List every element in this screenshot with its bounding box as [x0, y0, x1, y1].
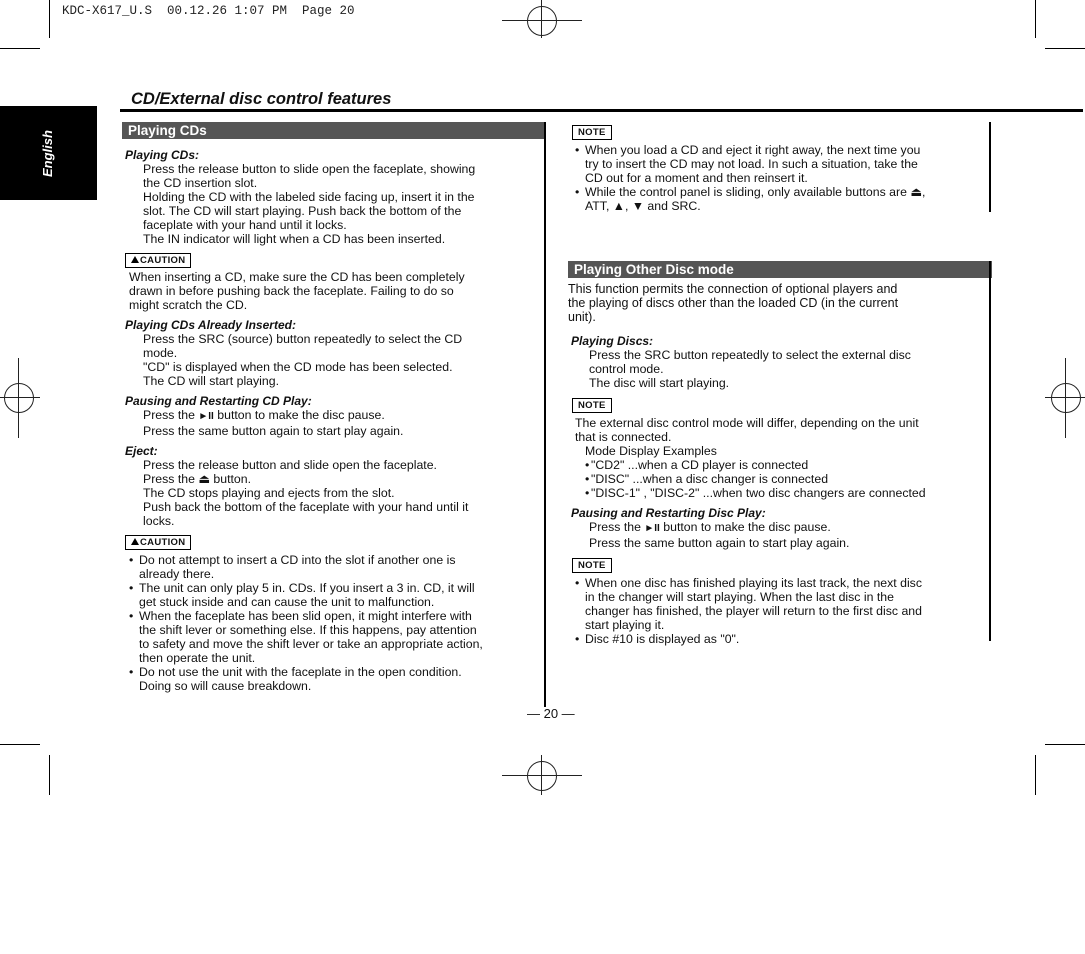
registration-mark: [18, 358, 19, 438]
text-fragment: and SRC.: [643, 199, 701, 213]
text-line: [125, 472, 537, 486]
heading-pausing-disc: Pausing and Restarting Disc Play:: [571, 506, 766, 520]
text-fragment: ATT,: [585, 199, 613, 213]
text-fragment: While the control panel is sliding, only available buttons are: [585, 185, 911, 199]
text-line: locks.: [143, 514, 175, 528]
play-pause-icon: ►II: [198, 411, 214, 422]
text-fragment: then operate the unit.: [139, 651, 256, 665]
text-line: control mode.: [589, 362, 664, 376]
text-line: Press the release button and slide open the faceplate.: [143, 458, 437, 472]
registration-mark: [502, 775, 582, 776]
text-fragment: button.: [210, 472, 252, 486]
text-fragment: When one disc has finished playing its last track, the next disc: [585, 576, 922, 590]
column-divider: [544, 122, 546, 707]
bullet-item: [129, 553, 537, 581]
warning-triangle-icon: [131, 256, 139, 263]
registration-mark: [1065, 358, 1066, 438]
note2-text: [568, 416, 986, 500]
text-line: mode.: [143, 346, 178, 360]
play-pause-icon: ►II: [644, 523, 660, 534]
text-line: [568, 520, 986, 536]
example-item: • "DISC-1" , "DISC-2" ...when two disc changers are connected: [575, 486, 986, 500]
bullet-item: • While the control panel is sliding, only available buttons are ⏏, ATT, ▲, ▼ and SRC.: [575, 185, 977, 213]
intro-line: the playing of discs other than the loaded CD (in the current: [568, 296, 899, 310]
caution-badge: [125, 535, 191, 550]
registration-mark: [527, 6, 557, 36]
caution-label: CAUTION: [140, 537, 186, 548]
registration-mark: [4, 383, 34, 413]
up-arrow-icon: ▲: [612, 199, 625, 213]
caution-badge: [125, 253, 191, 268]
registration-mark: [0, 397, 40, 398]
text-line: Press the same button again to start play again.: [589, 536, 850, 550]
crop-mark: [0, 48, 40, 49]
print-header: KDC-X617_U.S 00.12.26 1:07 PM Page 20: [62, 4, 355, 18]
examples-title: Mode Display Examples: [585, 444, 717, 458]
text-line: Push back the bottom of the faceplate with your hand until it: [143, 500, 469, 514]
note-badge: NOTE: [572, 125, 612, 140]
note1-bullets: [572, 143, 977, 213]
text-fragment: Doing so will cause breakdown.: [139, 679, 312, 693]
right-column-rule: [989, 122, 991, 212]
warning-triangle-icon: [131, 538, 139, 545]
down-arrow-icon: ▼: [631, 199, 644, 213]
text-fragment: The unit can only play 5 in. CDs. If you insert a 3 in. CD, it will: [139, 581, 475, 595]
heading-eject: Eject:: [125, 444, 158, 458]
right-column-rule: [989, 261, 991, 641]
text-line: [125, 408, 537, 424]
text-fragment: CD out for a moment and then reinsert it.: [585, 171, 808, 185]
text-line: Press the release button to slide open the faceplate, showing: [143, 162, 476, 176]
text-fragment: Press the: [589, 520, 645, 534]
bullet-item: [129, 581, 537, 609]
text-line: faceplate with your hand until it locks.: [143, 218, 347, 232]
eject-icon: ⏏: [910, 185, 922, 199]
bullet-item: [575, 143, 977, 185]
caution-text: When inserting a CD, make sure the CD has been completely: [129, 270, 465, 284]
intro-line: unit).: [568, 310, 596, 324]
bullet-item: • Disc #10 is displayed as "0".: [575, 632, 986, 646]
registration-mark: [541, 755, 542, 795]
text-fragment: already there.: [139, 567, 215, 581]
note-badge: NOTE: [572, 398, 612, 413]
page-title: CD/External disc control features: [131, 90, 392, 108]
text-line: The CD will start playing.: [143, 374, 279, 388]
crop-mark: [1045, 744, 1085, 745]
text-line: that is connected.: [575, 430, 672, 444]
text-fragment: in the changer will start playing. When the last disc in the: [585, 590, 894, 604]
section-bar-playing-cds: Playing CDs: [122, 122, 546, 139]
registration-mark: [502, 20, 582, 21]
text-line: Holding the CD with the labeled side facing up, insert it in the: [143, 190, 475, 204]
text-fragment: button to make the disc pause.: [659, 520, 831, 534]
note-badge: NOTE: [572, 558, 612, 573]
text-line: The CD stops playing and ejects from the slot.: [143, 486, 395, 500]
text-line: the CD insertion slot.: [143, 176, 258, 190]
text-fragment: When you load a CD and eject it right away, the next time you: [585, 143, 921, 157]
text-fragment: Do not attempt to insert a CD into the slot if another one is: [139, 553, 456, 567]
heading-playing-discs: Playing Discs:: [571, 334, 654, 348]
text-line: Press the same button again to start play again.: [143, 424, 404, 438]
bullet-item: [129, 665, 537, 693]
text-fragment: the shift lever or something else. If this happens, pay attention: [139, 623, 477, 637]
text-fragment: When the faceplate has been slid open, it might interfere with: [139, 609, 472, 623]
example-item: • "CD2" ...when a CD player is connected: [575, 458, 986, 472]
text-fragment: Press the: [143, 472, 199, 486]
text-line: "CD" is displayed when the CD mode has been selected.: [143, 360, 453, 374]
text-fragment: button to make the disc pause.: [213, 408, 385, 422]
heading-pausing: Pausing and Restarting CD Play:: [125, 394, 312, 408]
caution-label: CAUTION: [140, 255, 186, 266]
text-fragment: Press the: [143, 408, 199, 422]
note3-bullets: [568, 576, 986, 646]
intro-line: This function permits the connection of optional players and: [568, 282, 898, 296]
page-number: — 20 —: [527, 706, 575, 721]
text-fragment: Do not use the unit with the faceplate in the open condition.: [139, 665, 462, 679]
text-line: The external disc control mode will differ, depending on the unit: [575, 416, 919, 430]
crop-mark: [1045, 48, 1085, 49]
example-item: • "DISC" ...when a disc changer is connected: [575, 472, 986, 486]
crop-mark: [49, 0, 50, 38]
language-tab-label: English: [40, 130, 55, 178]
section-bar-other-disc: Playing Other Disc mode: [568, 261, 992, 278]
bullet-item: [575, 576, 986, 632]
caution-text: might scratch the CD.: [129, 298, 248, 312]
registration-mark: [1051, 383, 1081, 413]
text-fragment: try to insert the CD may not load. In such a situation, take the: [585, 157, 918, 171]
eject-icon: ⏏: [198, 472, 210, 486]
bullet-item: [129, 609, 537, 665]
crop-mark: [49, 755, 50, 795]
text-fragment: to safety and move the shift lever or take an appropriate action,: [139, 637, 483, 651]
registration-mark: [527, 761, 557, 791]
other-disc-section: [568, 282, 986, 646]
text-line: slot. The CD will start playing. Push back the bottom of the: [143, 204, 462, 218]
text-fragment: changer has finished, the player will return to the first disc and: [585, 604, 922, 618]
caution-bullet-list: [125, 553, 537, 693]
heading-already-inserted: Playing CDs Already Inserted:: [125, 318, 296, 332]
text-line: Press the SRC button repeatedly to select the external disc: [589, 348, 911, 362]
text-line: The disc will start playing.: [589, 376, 730, 390]
crop-mark: [0, 744, 40, 745]
text-fragment: get stuck inside and can cause the unit to malfunction.: [139, 595, 435, 609]
registration-mark: [541, 0, 542, 38]
title-rule: [120, 109, 1083, 112]
crop-mark: [1035, 755, 1036, 795]
crop-mark: [1035, 0, 1036, 38]
caution-text: drawn in before pushing back the faceplate. Failing to do so: [129, 284, 454, 298]
text-line: Press the SRC (source) button repeatedly to select the CD: [143, 332, 463, 346]
text-line: The IN indicator will light when a CD has been inserted.: [143, 232, 446, 246]
left-column: [125, 148, 537, 693]
note1-block: [572, 122, 977, 213]
heading-playing-cds: Playing CDs:: [125, 148, 200, 162]
text-fragment: start playing it.: [585, 618, 665, 632]
